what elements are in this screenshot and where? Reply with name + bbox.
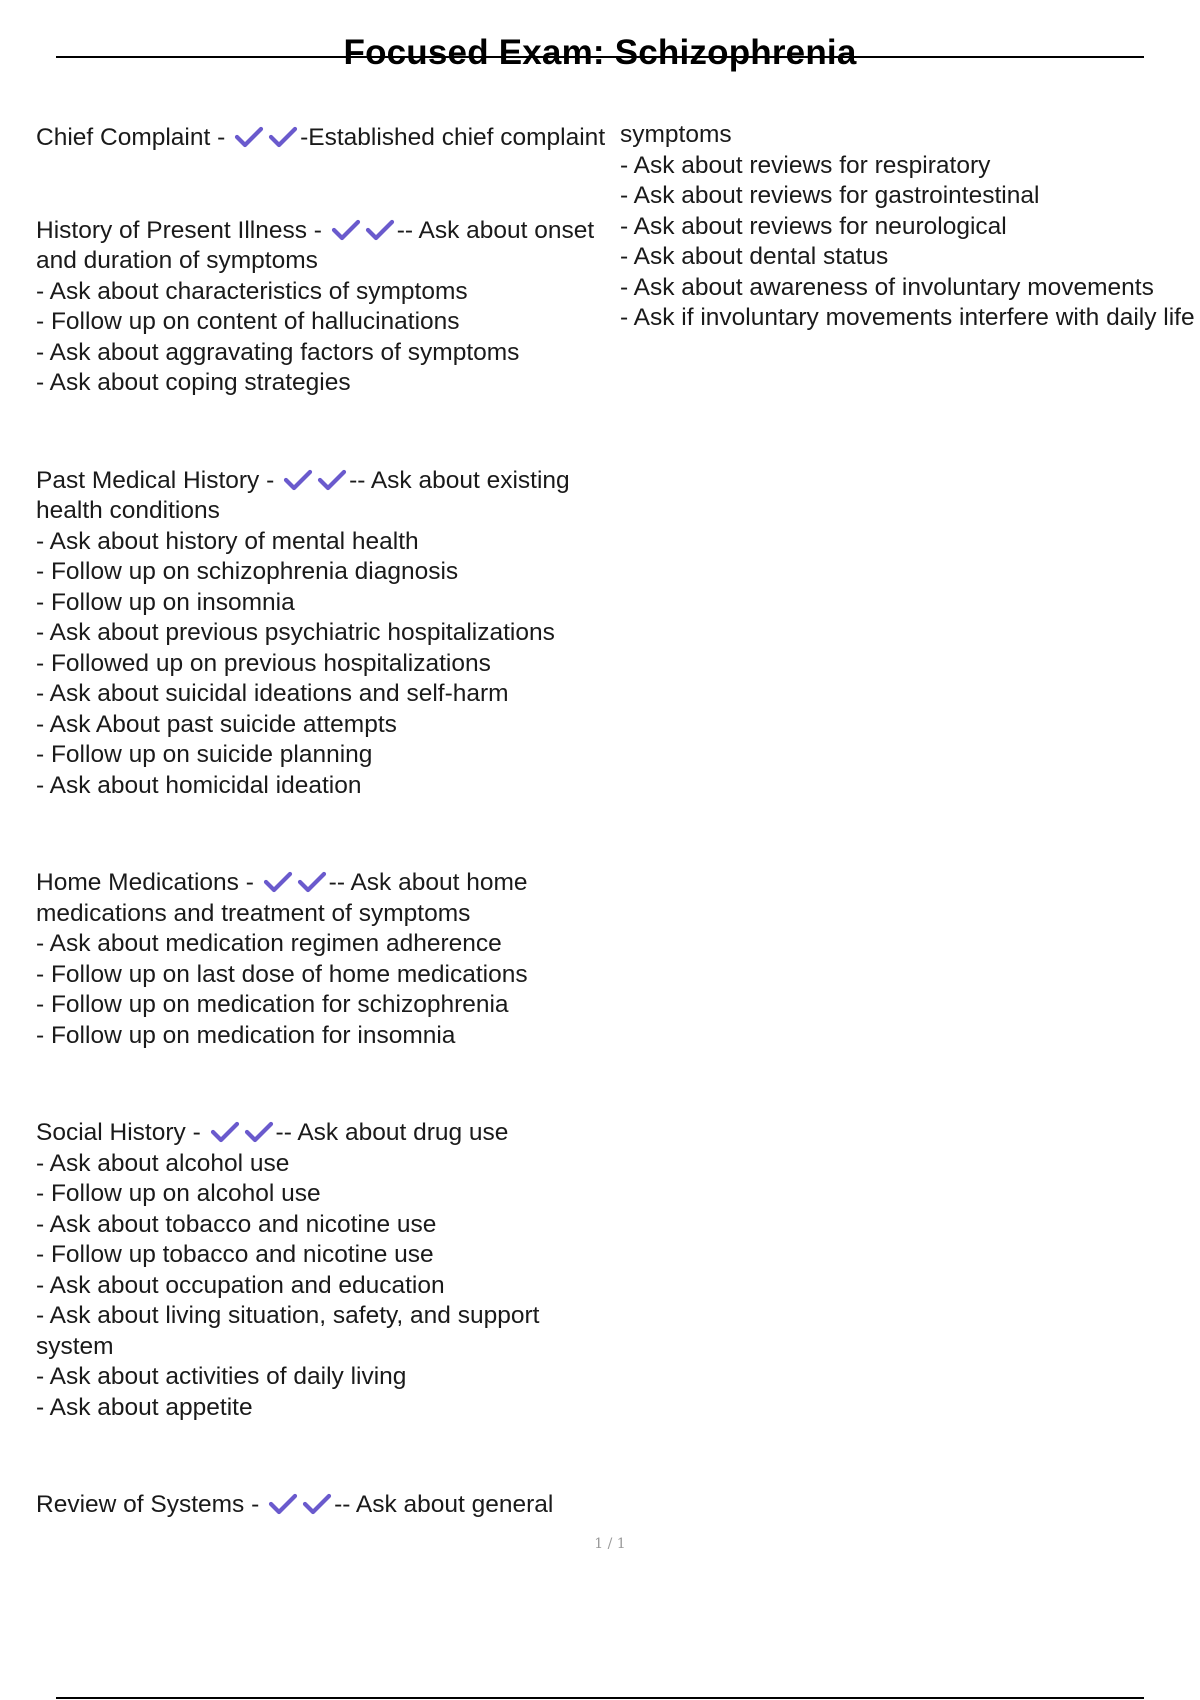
list-item: - Follow up on insomnia: [36, 588, 295, 616]
checkmark-icon: [365, 219, 395, 241]
checkmark-icon: [263, 871, 293, 893]
section-history-present-illness: [36, 216, 616, 399]
list-item: - Ask about suicidal ideations and self-harm: [36, 680, 509, 707]
list-item: - Ask about awareness of involuntary movements: [620, 273, 1154, 301]
section-label: Social History -: [36, 1119, 208, 1146]
list-item: - Ask about history of mental health: [36, 527, 419, 555]
section-heading: [36, 123, 616, 154]
checkmark-icon: [210, 1121, 240, 1143]
list-item: - Ask about occupation and education: [36, 1271, 445, 1299]
section-heading: [36, 1490, 616, 1521]
checkmark-icon: [268, 1493, 298, 1515]
bottom-rule: [56, 1697, 1144, 1699]
list-item: - Follow up on medication for schizophrenia: [36, 991, 509, 1018]
list-item: - Ask if involuntary movements interfere with daily life: [620, 304, 1195, 331]
continuation-text: symptoms: [620, 121, 732, 148]
list-item: - Ask about appetite: [36, 1393, 253, 1421]
section-heading: [36, 1118, 616, 1149]
section-social-history: [36, 1118, 616, 1423]
section-chief-complaint: [36, 123, 616, 154]
list-item: - Ask about dental status: [620, 243, 889, 270]
list-item: - Ask about living situation, safety, and support system: [36, 1302, 540, 1360]
checkmark-icon: [331, 219, 361, 241]
checkmark-icon: [234, 126, 264, 148]
list-item: - Ask about homicidal ideation: [36, 771, 362, 799]
section-intro: -- Ask about onset and duration of symptoms: [36, 216, 595, 274]
list-item: - Ask about medication regimen adherence: [36, 930, 502, 957]
section-intro: -- Ask about drug use: [275, 1119, 509, 1146]
section-label: Review of Systems -: [36, 1491, 267, 1518]
section-label: History of Present Illness -: [36, 216, 329, 244]
checkmark-icon: [302, 1493, 332, 1515]
section-intro: -- Ask about existing health conditions: [36, 466, 570, 524]
document-title: Focused Exam: Schizophrenia: [343, 33, 857, 72]
section-past-medical-history: [36, 466, 616, 802]
list-item: - Follow up on schizophrenia diagnosis: [36, 558, 459, 585]
page-number: 1 / 1: [594, 1536, 626, 1552]
list-item: - Follow up tobacco and nicotine use: [36, 1241, 434, 1268]
title-block: [56, 28, 1144, 78]
list-item: - Ask about coping strategies: [36, 369, 351, 396]
list-item: - Ask about reviews for neurological: [620, 212, 1007, 240]
checkmark-icon: [283, 469, 313, 491]
section-home-medications: [36, 868, 616, 1051]
list-item: - Ask about activities of daily living: [36, 1363, 407, 1390]
section-heading: [36, 216, 616, 277]
left-column: [36, 123, 616, 1521]
list-item: - Ask about tobacco and nicotine use: [36, 1210, 437, 1238]
list-item: - Ask about reviews for respiratory: [620, 151, 991, 179]
section-review-of-systems-continued: [620, 120, 1198, 334]
section-heading: [36, 868, 616, 929]
checkmark-icon: [297, 871, 327, 893]
section-label: Chief Complaint -: [36, 124, 233, 151]
section-intro: -Established chief complaint: [300, 124, 606, 151]
section-label: Past Medical History -: [36, 466, 282, 494]
list-item: - Ask About past suicide attempts: [36, 710, 397, 738]
list-item: - Follow up on content of hallucinations: [36, 308, 460, 335]
right-column: [620, 120, 1198, 334]
list-item: - Follow up on medication for insomnia: [36, 1021, 456, 1049]
section-heading: [36, 466, 616, 527]
checkmark-icon: [268, 126, 298, 148]
list-item: - Ask about reviews for gastrointestinal: [620, 182, 1040, 209]
list-item: - Followed up on previous hospitalizations: [36, 649, 491, 677]
list-item: - Ask about previous psychiatric hospitalizations: [36, 619, 555, 646]
list-item: - Follow up on last dose of home medications: [36, 960, 528, 988]
list-item: - Ask about alcohol use: [36, 1149, 290, 1177]
list-item: - Ask about aggravating factors of symptoms: [36, 338, 520, 366]
checkmark-icon: [317, 469, 347, 491]
section-label: Home Medications -: [36, 869, 261, 896]
list-item: - Follow up on suicide planning: [36, 741, 373, 768]
list-item: - Ask about characteristics of symptoms: [36, 277, 468, 305]
section-review-of-systems: [36, 1490, 616, 1521]
list-item: - Follow up on alcohol use: [36, 1180, 321, 1207]
checkmark-icon: [244, 1121, 274, 1143]
section-intro: -- Ask about home medications and treatment of symptoms: [36, 869, 528, 927]
section-intro: -- Ask about general: [334, 1491, 554, 1518]
